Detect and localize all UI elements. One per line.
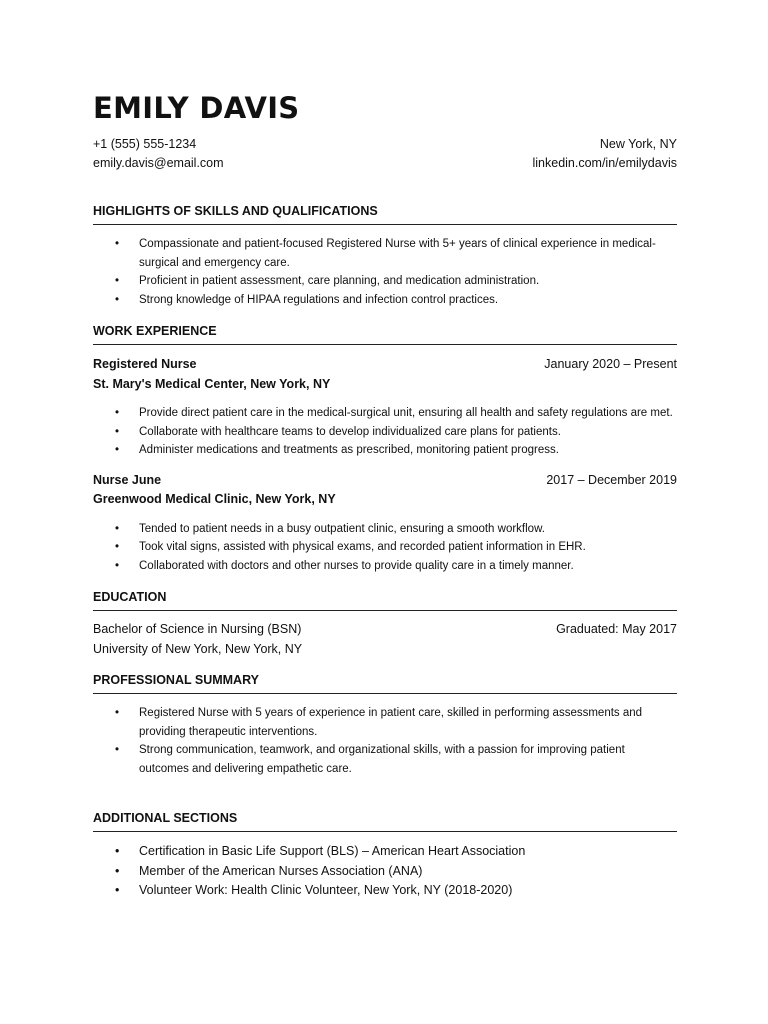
school: University of New York, New York, NY <box>93 641 303 656</box>
contact-block <box>93 135 677 173</box>
list-item: • Strong knowledge of HIPAA regulations and infection control practices. <box>93 291 677 310</box>
job-title: Registered Nurse <box>93 357 197 371</box>
job-entry <box>93 355 677 460</box>
work-section <box>93 323 677 575</box>
list-item: • Provide direct patient care in the medical-surgical unit, ensuring all health and safety regulations are met. <box>93 404 677 423</box>
education-school-row <box>93 640 677 660</box>
list-item: • Tended to patient needs in a busy outpatient clinic, ensuring a smooth workflow. <box>93 520 677 539</box>
list-item: • Registered Nurse with 5 years of experience in patient care, skilled in performing assessments and providing therapeutic interventions. <box>93 704 677 741</box>
job-employer: St. Mary's Medical Center, New York, NY <box>93 376 331 391</box>
job-dates: 2017 – December 2019 <box>546 472 677 487</box>
job-header <box>93 471 677 491</box>
job-duties <box>93 520 677 576</box>
degree: Bachelor of Science in Nursing (BSN) <box>93 622 302 636</box>
resume-page <box>93 88 677 901</box>
graduation-date: Graduated: May 2017 <box>556 622 677 636</box>
list-item: • Certification in Basic Life Support (BLS) – American Heart Association <box>93 842 677 862</box>
work-heading: WORK EXPERIENCE <box>93 323 677 345</box>
additional-heading: ADDITIONAL SECTIONS <box>93 810 677 832</box>
list-item: • Proficient in patient assessment, care planning, and medication administration. <box>93 272 677 291</box>
list-item: • Took vital signs, assisted with physical exams, and recorded patient information in EHR. <box>93 538 677 557</box>
contact-row-2 <box>93 154 677 173</box>
additional-list <box>93 842 677 901</box>
list-item: • Compassionate and patient-focused Registered Nurse with 5+ years of clinical experience in medical-surgical and emergency care. <box>93 235 677 272</box>
list-item: • Strong communication, teamwork, and organizational skills, with a passion for improving patient outcomes and delivering empathetic care. <box>93 741 677 778</box>
list-item: • Member of the American Nurses Association (ANA) <box>93 862 677 882</box>
list-item: • Administer medications and treatments as prescribed, monitoring patient progress. <box>93 441 677 460</box>
email-address: emily.davis@email.com <box>93 156 224 170</box>
education-heading: EDUCATION <box>93 589 677 611</box>
highlights-section <box>93 203 677 309</box>
job-employer: Greenwood Medical Clinic, New York, NY <box>93 492 336 506</box>
job-header <box>93 355 677 375</box>
linkedin-url: linkedin.com/in/emilydavis <box>532 156 677 170</box>
candidate-name: EMILY DAVIS <box>93 91 300 125</box>
contact-row-1 <box>93 135 677 154</box>
list-item: • Collaborate with healthcare teams to develop individualized care plans for patients. <box>93 423 677 442</box>
job-duties <box>93 404 677 460</box>
list-item: • Collaborated with doctors and other nurses to provide quality care in a timely manner. <box>93 557 677 576</box>
education-section <box>93 589 677 659</box>
job-entry <box>93 471 677 576</box>
list-item: • Volunteer Work: Health Clinic Volunteer, New York, NY (2018-2020) <box>93 881 677 901</box>
location: New York, NY <box>599 137 677 151</box>
additional-section <box>93 810 677 901</box>
job-title: Nurse June <box>93 472 162 487</box>
phone-number: +1 (555) 555-1234 <box>93 137 197 151</box>
summary-heading: PROFESSIONAL SUMMARY <box>93 672 677 694</box>
education-degree-row <box>93 620 677 640</box>
highlights-heading: HIGHLIGHTS OF SKILLS AND QUALIFICATIONS <box>93 203 677 225</box>
highlights-list <box>93 235 677 309</box>
summary-list <box>93 704 677 778</box>
job-dates: January 2020 – Present <box>544 357 677 371</box>
summary-section <box>93 672 677 778</box>
